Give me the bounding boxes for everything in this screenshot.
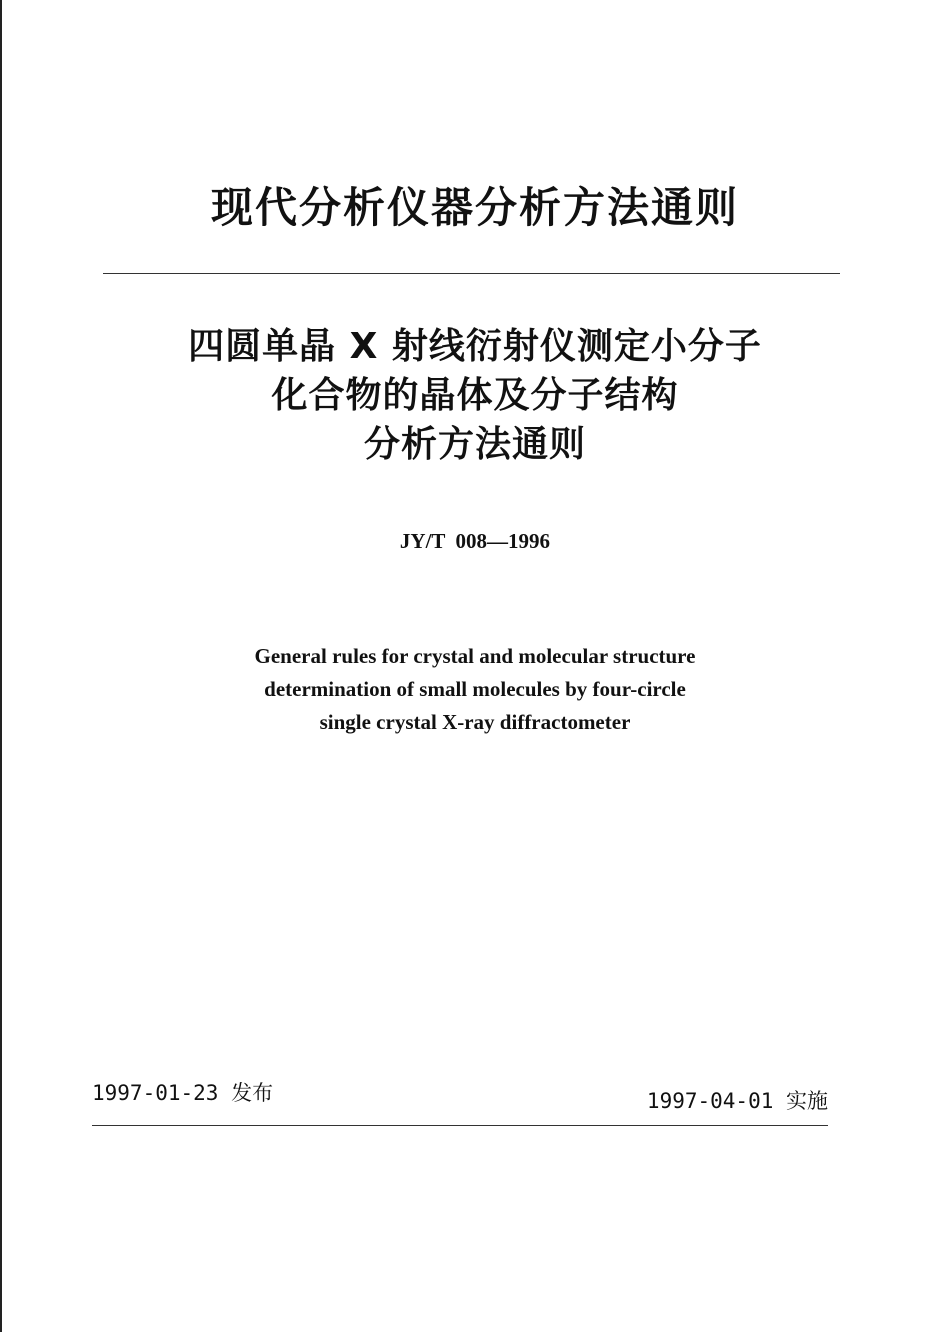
main-title-line-3: 分析方法通则: [363, 424, 586, 465]
main-title-line-2: 化合物的晶体及分子结构: [271, 375, 679, 416]
main-title: [0, 322, 950, 469]
top-divider: [103, 273, 840, 274]
english-title-line-1: General rules for crystal and molecular structure: [254, 644, 696, 668]
implementation-date: 1997-04-01 实施: [646, 1089, 828, 1113]
bottom-divider: [92, 1125, 828, 1126]
issue-date: 1997-01-23 发布: [92, 1081, 274, 1105]
series-title: 现代分析仪器分析方法通则: [210, 183, 739, 232]
english-title-line-3: single crystal X-ray diffractometer: [319, 710, 631, 734]
standard-number: JY/T 008—1996: [399, 529, 551, 553]
english-title: [0, 640, 950, 739]
main-title-line-1: 四圆单晶 X 射线衍射仪测定小分子: [188, 326, 762, 367]
english-title-line-2: determination of small molecules by four-circle: [264, 677, 686, 701]
